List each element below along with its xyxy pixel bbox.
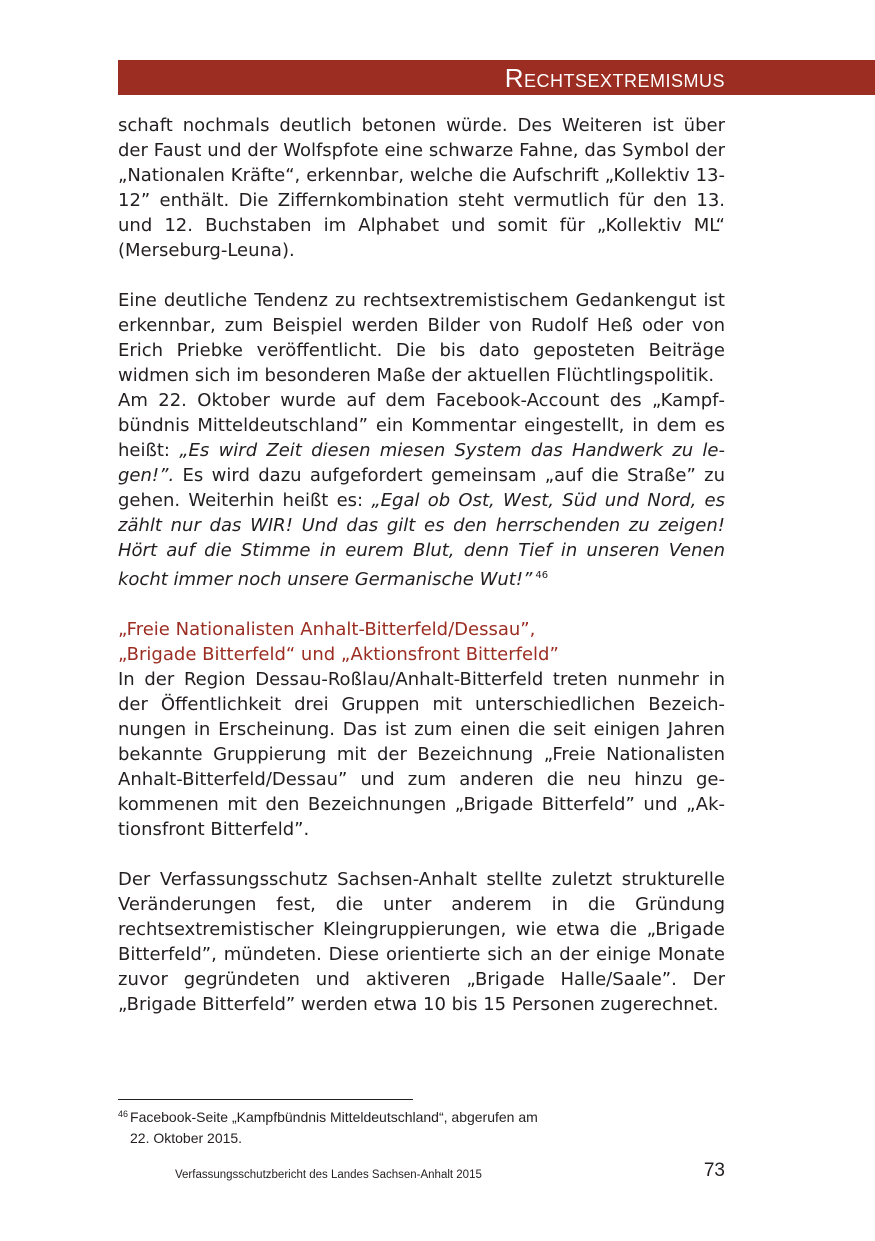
paragraph-4: In der Region Dessau-Roßlau/Anhalt-Bitterfeld treten nunmehr in der Öffentlichkeit drei Gruppen mit unterschiedlichen Bezeichnungen in Erscheinung. Das ist zum einen die seit einigen Jahren bekannte Gruppierung mit der Bezeichnung „Freie Nationalisten Anhalt-Bitterfeld/Dessau” und zum anderen die neu hinzu gekommenen mit den Bezeichnungen „Brigade Bitterfeld” und „Aktionsfront Bitterfeld”. [118,669,725,840]
paragraph-1: schaft nochmals deutlich betonen würde. Des Weiteren ist über der Faust und der Wolfspfote eine schwarze Fahne, das Symbol der „Nationalen Kräfte“, erkennbar, welche die Aufschrift „Kollektiv 13-12” enthält. Die Ziffernkombination steht vermutlich für den 13. und 12. Buchstaben im Alphabet und somit für „Kollektiv ML“ (Merseburg-Leuna). [118,115,725,261]
footnote-reference: 46 [535,570,549,581]
quote-2: „Egal ob Ost, West, Süd und Nord, es zählt nur das WIR! Und das gilt es den herrschenden zu zeigen! Hört auf die Stimme in eurem Blut, denn Tief in unseren Venen kocht immer noch unsere Germanische Wut!” [118,490,725,590]
page-number: 73 [703,1160,725,1181]
subheading-line-2: „Brigade Bitterfeld“ und „Aktionsfront Bitterfeld” [118,644,559,665]
paragraph-3-text-a: Am 22. Oktober wurde auf dem Facebook-Account des „Kampfbündnis Mitteldeutschland” ein Kommentar eingestellt, in dem es heißt: [118,390,725,461]
footnote [118,1104,678,1149]
footer-publication-title: Verfassungsschutzbericht des Landes Sachsen-Anhalt 2015 [175,1169,482,1181]
footnote-divider [118,1099,413,1100]
paragraph-2: Eine deutliche Tendenz zu rechtsextremistischem Gedankengut ist erkennbar, zum Beispiel werden Bilder von Rudolf Heß oder von Erich Priebke veröffentlicht. Die bis dato geposteten Beiträge widmen sich im besonderen Maße der aktuellen Flüchtlingspolitik. [118,290,725,386]
paragraph-5: Der Verfassungsschutz Sachsen-Anhalt stellte zuletzt strukturelle Veränderungen fest, die unter anderem in die Gründung rechtsextremistischer Kleingruppierungen, wie etwa die „Brigade Bitterfeld”, mündeten. Diese orientierte sich an der einige Monate zuvor gegründeten und aktiveren „Brigade Halle/Saale”. Der „Brigade Bitterfeld” werden etwa 10 bis 15 Personen zugerechnet. [118,869,725,1015]
paragraph-3-text-b: Es wird dazu aufgefordert gemeinsam „auf die Straße” zu gehen. Weiterhin heißt es: [118,465,725,511]
paragraph-3 [118,388,725,592]
chapter-title: Rechtsextremismus [504,63,725,93]
footnote-number: 46 [118,1109,129,1119]
section-subheading [118,617,725,667]
footnote-line-1: Facebook-Seite „Kampfbündnis Mitteldeutschland“, abgerufen am [130,1109,538,1125]
quote-1: „Es wird Zeit diesen miesen System das Handwerk zu legen!”. [118,440,725,486]
main-text [118,113,725,1017]
subheading-line-1: „Freie Nationalisten Anhalt-Bitterfeld/Dessau”, [118,619,536,640]
footnote-line-2: 22. Oktober 2015. [130,1130,243,1146]
chapter-header-bar [118,60,875,95]
